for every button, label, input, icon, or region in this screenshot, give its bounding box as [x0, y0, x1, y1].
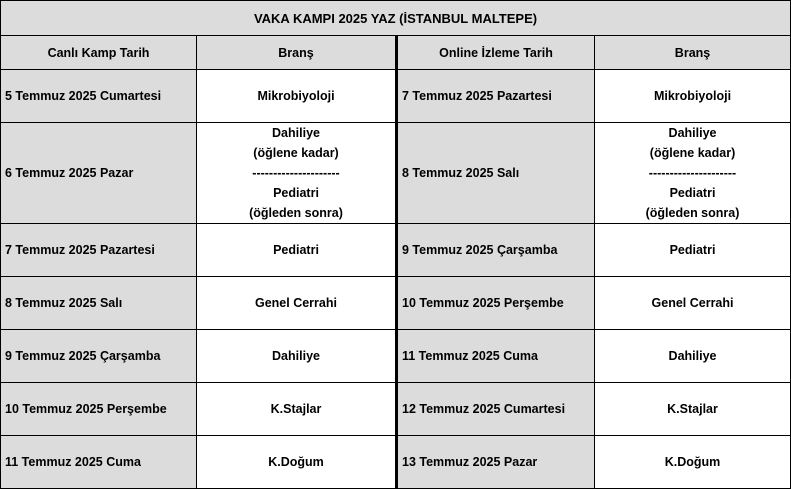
- online-date-cell: 11 Temmuz 2025 Cuma: [397, 330, 595, 383]
- branch-divider: ---------------------: [648, 166, 737, 180]
- table-row: [1, 123, 791, 224]
- online-date-cell: 7 Temmuz 2025 Pazartesi: [397, 70, 595, 123]
- branch-cell: Genel Cerrahi: [595, 277, 791, 330]
- live-date-cell: 9 Temmuz 2025 Çarşamba: [1, 330, 197, 383]
- branch-line: Pediatri: [273, 186, 319, 200]
- table-row: [1, 383, 791, 436]
- branch-cell-split: [595, 123, 791, 224]
- header-branch-right: Branş: [595, 36, 791, 70]
- live-date-cell: 7 Temmuz 2025 Pazartesi: [1, 224, 197, 277]
- branch-cell: K.Stajlar: [197, 383, 397, 436]
- live-date-cell: 6 Temmuz 2025 Pazar: [1, 123, 197, 224]
- branch-note: (öğlene kadar): [253, 146, 339, 160]
- table-row: [1, 277, 791, 330]
- branch-cell: Pediatri: [595, 224, 791, 277]
- branch-cell: Dahiliye: [595, 330, 791, 383]
- branch-cell: K.Doğum: [197, 436, 397, 489]
- branch-line: Dahiliye: [668, 126, 717, 140]
- branch-cell: K.Doğum: [595, 436, 791, 489]
- table-title: VAKA KAMPI 2025 YAZ (İSTANBUL MALTEPE): [1, 1, 791, 36]
- branch-cell: Genel Cerrahi: [197, 277, 397, 330]
- table-row: [1, 436, 791, 489]
- online-date-cell: 10 Temmuz 2025 Perşembe: [397, 277, 595, 330]
- branch-line: Dahiliye: [272, 126, 320, 140]
- branch-cell: Mikrobiyoloji: [595, 70, 791, 123]
- online-date-cell: 8 Temmuz 2025 Salı: [397, 123, 595, 224]
- branch-cell-split: [197, 123, 397, 224]
- branch-cell: Dahiliye: [197, 330, 397, 383]
- table-row: [1, 70, 791, 123]
- live-date-cell: 8 Temmuz 2025 Salı: [1, 277, 197, 330]
- header-branch-left: Branş: [197, 36, 397, 70]
- live-date-cell: 11 Temmuz 2025 Cuma: [1, 436, 197, 489]
- header-live-date: Canlı Kamp Tarih: [1, 36, 197, 70]
- branch-note: (öğleden sonra): [645, 206, 740, 220]
- branch-line: Pediatri: [669, 186, 716, 200]
- branch-note: (öğleden sonra): [249, 206, 343, 220]
- table-row: [1, 330, 791, 383]
- header-online-date: Online İzleme Tarih: [397, 36, 595, 70]
- branch-divider: ---------------------: [252, 166, 340, 180]
- table-row: [1, 224, 791, 277]
- live-date-cell: 5 Temmuz 2025 Cumartesi: [1, 70, 197, 123]
- branch-note: (öğlene kadar): [649, 146, 736, 160]
- branch-cell: Pediatri: [197, 224, 397, 277]
- live-date-cell: 10 Temmuz 2025 Perşembe: [1, 383, 197, 436]
- online-date-cell: 13 Temmuz 2025 Pazar: [397, 436, 595, 489]
- online-date-cell: 12 Temmuz 2025 Cumartesi: [397, 383, 595, 436]
- online-date-cell: 9 Temmuz 2025 Çarşamba: [397, 224, 595, 277]
- branch-cell: K.Stajlar: [595, 383, 791, 436]
- branch-cell: Mikrobiyoloji: [197, 70, 397, 123]
